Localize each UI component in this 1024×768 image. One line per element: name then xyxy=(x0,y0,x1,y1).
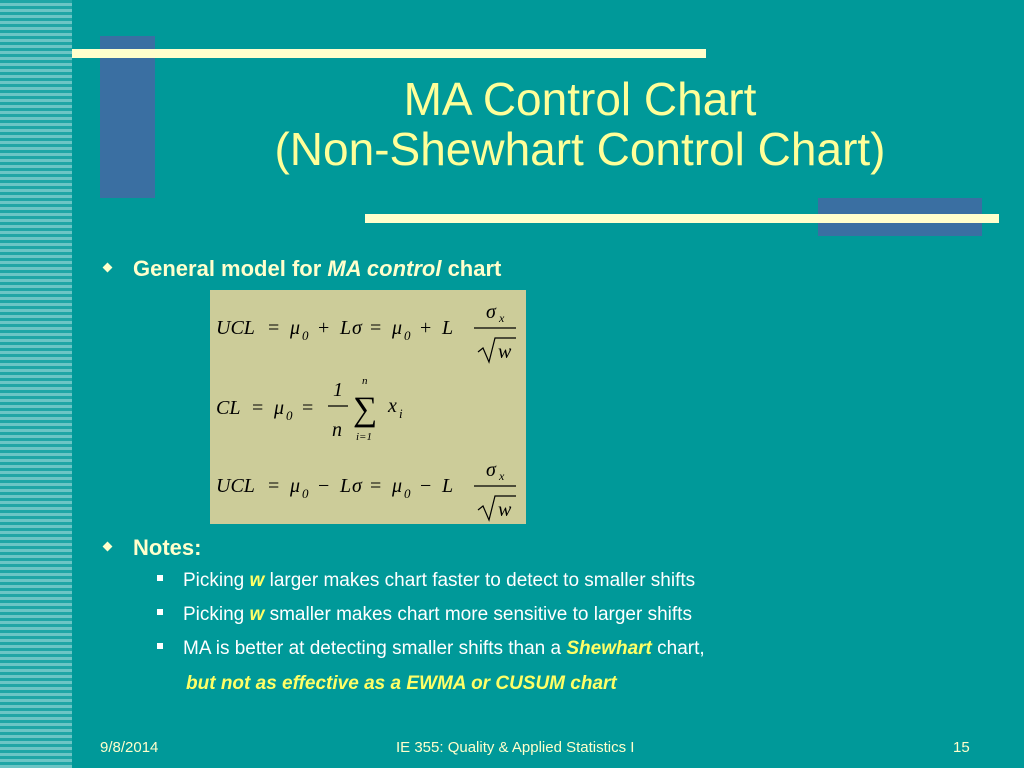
svg-text:0: 0 xyxy=(302,328,309,343)
svg-text:σ: σ xyxy=(352,475,362,497)
svg-text:x: x xyxy=(499,469,505,483)
bullet1-suffix: chart xyxy=(441,256,502,281)
slide-title xyxy=(150,74,1010,174)
square-bullet-icon xyxy=(157,643,163,649)
note-item: Picking w smaller makes chart more sensitive to larger shifts xyxy=(157,604,692,626)
cl-label: CL xyxy=(216,397,241,419)
svg-text:x: x xyxy=(499,311,505,325)
footer-course: IE 355: Quality & Applied Statistics I xyxy=(396,739,635,756)
notes-heading: Notes: xyxy=(133,535,202,560)
svg-text:+: + xyxy=(420,317,432,339)
slide-title-line2: (Non-Shewhart Control Chart) xyxy=(274,123,886,175)
svg-text:∑: ∑ xyxy=(353,391,378,428)
svg-text:i: i xyxy=(399,406,403,421)
svg-text:=: = xyxy=(268,475,280,497)
svg-text:n: n xyxy=(362,375,368,387)
footer-date: 9/8/2014 xyxy=(100,739,159,756)
bullet-general-model xyxy=(104,256,501,282)
svg-text:σ: σ xyxy=(486,301,496,323)
svg-text:i=1: i=1 xyxy=(356,431,372,443)
svg-text:0: 0 xyxy=(404,328,411,343)
svg-text:−: − xyxy=(420,475,432,497)
svg-text:=: = xyxy=(252,397,264,419)
diamond-bullet-icon xyxy=(103,262,113,272)
ucl-label: UCL xyxy=(216,317,255,339)
svg-text:−: − xyxy=(318,475,330,497)
svg-text:L: L xyxy=(442,475,454,497)
svg-text:=: = xyxy=(370,475,382,497)
note-continuation: but not as effective as a EWMA or CUSUM chart xyxy=(186,673,617,694)
svg-text:μ: μ xyxy=(290,475,301,497)
note-item: Picking w larger makes chart faster to detect to smaller shifts xyxy=(157,570,695,592)
diamond-bullet-icon xyxy=(103,541,113,551)
cl-formula xyxy=(216,375,403,443)
svg-text:L: L xyxy=(340,317,352,339)
note-item: MA is better at detecting smaller shifts than a Shewhart chart, xyxy=(157,638,705,660)
title-accent-block-left xyxy=(100,36,155,198)
svg-text:w: w xyxy=(498,341,512,363)
formula-box xyxy=(210,290,526,524)
title-accent-line-bottom xyxy=(365,214,999,223)
svg-text:0: 0 xyxy=(302,486,309,501)
svg-text:w: w xyxy=(498,499,512,521)
svg-text:x: x xyxy=(388,395,397,417)
bullet1-prefix: General model for xyxy=(133,256,328,281)
svg-text:1: 1 xyxy=(333,379,343,401)
bullet-notes xyxy=(104,535,201,561)
lcl-formula xyxy=(216,459,516,521)
svg-text:σ: σ xyxy=(486,459,496,481)
svg-text:L: L xyxy=(442,317,454,339)
svg-text:L: L xyxy=(340,475,352,497)
svg-text:=: = xyxy=(370,317,382,339)
lcl-label: UCL xyxy=(216,475,255,497)
svg-text:=: = xyxy=(268,317,280,339)
ucl-formula xyxy=(216,301,516,363)
svg-text:μ: μ xyxy=(392,475,403,497)
svg-text:μ: μ xyxy=(392,317,403,339)
svg-text:σ: σ xyxy=(352,317,362,339)
footer-page-number: 15 xyxy=(953,739,970,756)
svg-text:0: 0 xyxy=(286,408,293,423)
svg-text:0: 0 xyxy=(404,486,411,501)
square-bullet-icon xyxy=(157,609,163,615)
bullet1-emphasis: MA control xyxy=(327,256,442,281)
svg-text:n: n xyxy=(332,419,342,441)
title-accent-line-top xyxy=(72,49,706,58)
svg-text:=: = xyxy=(302,397,314,419)
svg-text:μ: μ xyxy=(290,317,301,339)
svg-text:μ: μ xyxy=(274,397,285,419)
slide-title-line1: MA Control Chart xyxy=(403,73,757,125)
striped-margin-decoration xyxy=(0,0,72,768)
square-bullet-icon xyxy=(157,575,163,581)
svg-text:+: + xyxy=(318,317,330,339)
